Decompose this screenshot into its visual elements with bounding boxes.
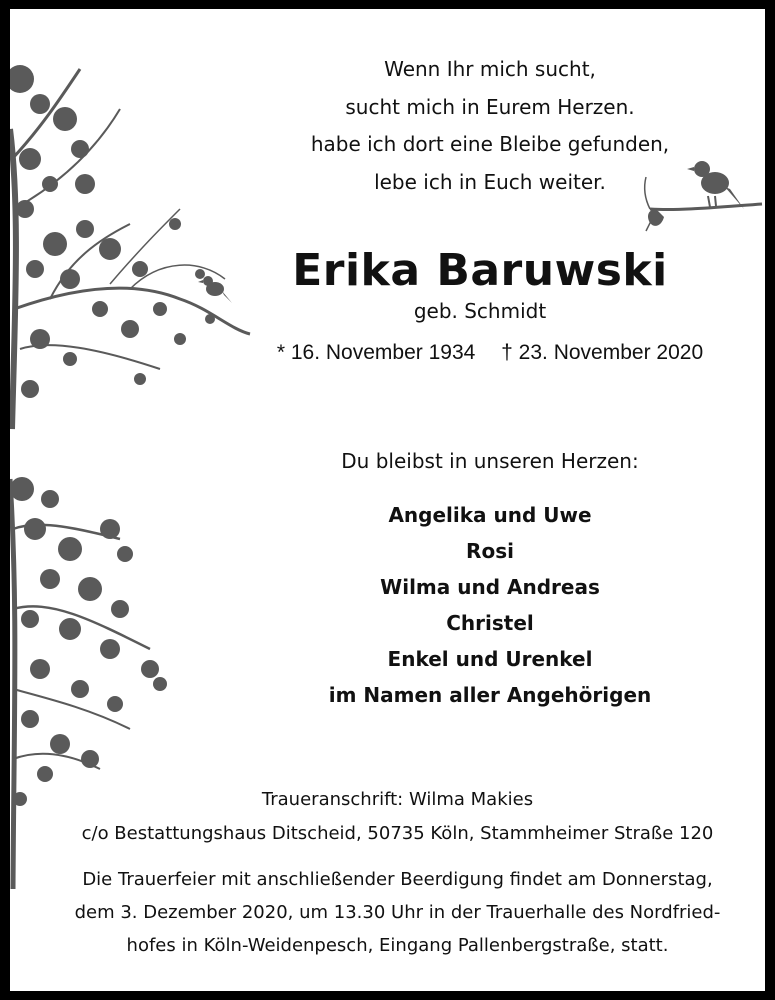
- death-date: † 23. November 2020: [501, 341, 704, 364]
- mourning-address: [40, 783, 755, 851]
- mourner-name: Wilma und Andreas: [380, 575, 600, 599]
- address-line: c/o Bestattungshaus Ditscheid, 50735 Köln, Stammheimer Straße 120: [81, 823, 714, 844]
- birth-name: geb. Schmidt: [413, 299, 547, 323]
- deceased-name: Erika Baruwski: [292, 245, 668, 296]
- mourner-name: Rosi: [466, 539, 514, 563]
- ceremony-line: Die Trauerfeier mit anschließender Beerdigung findet am Donnerstag,: [82, 869, 713, 890]
- address-line: Traueranschrift: Wilma Makies: [261, 789, 534, 810]
- mourner-name: Christel: [446, 611, 534, 635]
- birth-date: * 16. November 1934: [276, 341, 476, 364]
- mourner-name: Enkel und Urenkel: [387, 647, 593, 671]
- mourner-name: Angelika und Uwe: [388, 503, 592, 527]
- mourners-list: [290, 497, 690, 713]
- ceremony-line: hofes in Köln-Weidenpesch, Eingang Pallenbergstraße, statt.: [126, 935, 669, 956]
- mourner-name: im Namen aller Angehörigen: [328, 683, 652, 707]
- poem-line: habe ich dort eine Bleibe gefunden,: [310, 132, 670, 156]
- ceremony-line: dem 3. Dezember 2020, um 13.30 Uhr in der Trauerhalle des Nordfried-: [74, 902, 721, 923]
- poem-line: sucht mich in Eurem Herzen.: [345, 94, 635, 119]
- mourners-intro: Du bleibst in unseren Herzen:: [341, 449, 639, 473]
- ceremony-info: [40, 863, 755, 962]
- poem: [290, 51, 690, 201]
- poem-line: lebe ich in Euch weiter.: [374, 169, 606, 194]
- obituary-notice: [10, 9, 765, 991]
- life-dates: [250, 341, 730, 365]
- poem-line: Wenn Ihr mich sucht,: [384, 57, 596, 81]
